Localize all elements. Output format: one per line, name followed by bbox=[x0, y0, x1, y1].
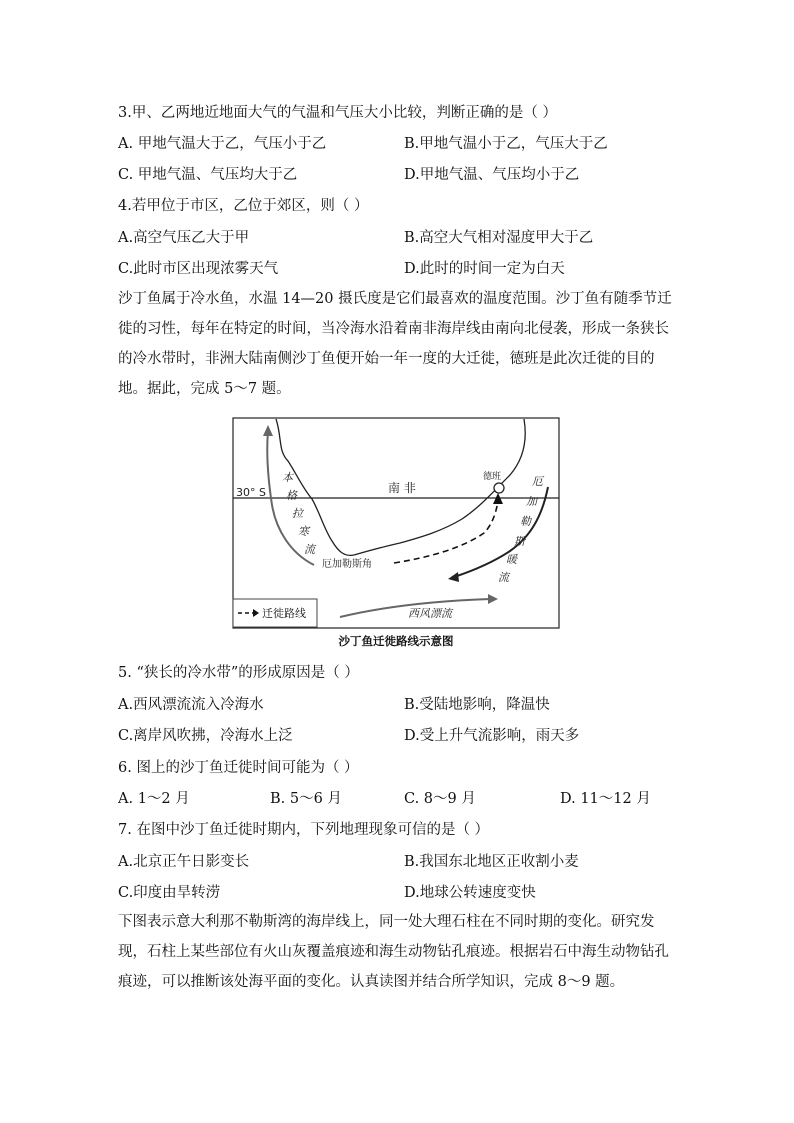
svg-text:本: 本 bbox=[282, 471, 293, 484]
q7-option-c: C.印度由旱转涝 bbox=[118, 885, 221, 901]
west-wind-drift-label: 西风漂流 bbox=[408, 607, 452, 620]
svg-text:加: 加 bbox=[526, 495, 537, 508]
durban-label: 德班 bbox=[483, 472, 502, 482]
south-africa-label: 南 非 bbox=[388, 481, 416, 495]
q3-option-c: C. 甲地气温、气压均大于乙 bbox=[118, 167, 298, 183]
q7-stem: 7. 在图中沙丁鱼迁徙时期内，下列地理现象可信的是（ ） bbox=[118, 822, 490, 838]
q6-option-d: D. 11～12 月 bbox=[560, 791, 651, 807]
latitude-label: 30° S bbox=[236, 486, 266, 499]
q4-option-c: C.此时市区出现浓雾天气 bbox=[118, 261, 279, 277]
q6-option-a: A. 1～2 月 bbox=[118, 791, 190, 807]
map-caption: 沙丁鱼迁徙路线示意图 bbox=[338, 634, 454, 648]
q3-option-b: B.甲地气温小于乙，气压大于乙 bbox=[404, 136, 608, 152]
q6-stem: 6. 图上的沙丁鱼迁徙时间可能为（ ） bbox=[118, 760, 359, 776]
svg-text:流: 流 bbox=[304, 543, 315, 556]
q5-option-d: D.受上升气流影响，雨天多 bbox=[404, 728, 580, 744]
legend-label: 迁徙路线 bbox=[262, 607, 306, 620]
q3-option-a: A. 甲地气温大于乙，气压小于乙 bbox=[118, 136, 327, 152]
q3-stem: 3.甲、乙两地近地面大气的气温和气压大小比较，判断正确的是（ ） bbox=[118, 105, 557, 121]
q4-option-b: B.高空大气相对湿度甲大于乙 bbox=[404, 230, 594, 246]
svg-text:寒: 寒 bbox=[298, 525, 309, 538]
svg-text:拉: 拉 bbox=[292, 507, 303, 520]
q5-stem: 5. “狭长的冷水带”的形成原因是（ ） bbox=[118, 665, 359, 681]
svg-text:斯: 斯 bbox=[514, 535, 525, 548]
svg-text:勒: 勒 bbox=[520, 515, 531, 528]
durban-marker bbox=[494, 483, 504, 493]
q7-option-a: A.北京正午日影变长 bbox=[118, 854, 250, 870]
svg-text:流: 流 bbox=[498, 571, 509, 584]
q6-option-c: C. 8～9 月 bbox=[404, 791, 476, 807]
sardine-migration-map bbox=[232, 417, 560, 653]
q4-option-a: A.高空气压乙大于甲 bbox=[118, 230, 250, 246]
q5-option-c: C.离岸风吹拂，冷海水上泛 bbox=[118, 728, 293, 744]
q5-option-a: A.西风漂流流入冷海水 bbox=[118, 697, 264, 713]
q7-option-b: B.我国东北地区正收割小麦 bbox=[404, 854, 579, 870]
q4-stem: 4.若甲位于市区，乙位于郊区，则（ ） bbox=[118, 198, 369, 214]
passage-naples: 下图表示意大利那不勒斯湾的海岸线上，同一处大理石柱在不同时期的变化。研究发现，石柱上某些部位有火山灰覆盖痕迹和海生动物钻孔痕迹。根据岩石中海生动物钻孔痕迹，可以推断该处海平面的变化。认真读图并结合所学知识，完成 8～9 题。 bbox=[118, 914, 669, 990]
q5-option-b: B.受陆地影响，降温快 bbox=[404, 697, 550, 713]
q4-option-d: D.此时的时间一定为白天 bbox=[404, 261, 565, 277]
q7-option-d: D.地球公转速度变快 bbox=[404, 885, 536, 901]
svg-text:暖: 暖 bbox=[506, 553, 517, 566]
svg-text:格: 格 bbox=[286, 489, 297, 502]
q3-option-d: D.甲地气温、气压均小于乙 bbox=[404, 167, 580, 183]
cape-agulhas-label: 厄加勒斯角 bbox=[322, 559, 372, 570]
svg-text:厄: 厄 bbox=[532, 475, 543, 488]
passage-sardine: 沙丁鱼属于冷水鱼，水温 14—20 摄氏度是它们最喜欢的温度范围。沙丁鱼有随季节迁徙的习性，每年在特定的时间，当冷海水沿着南非海岸线由南向北侵袭，形成一条狭长的冷水带时，非洲大陆南侧沙丁鱼便开始一年一度的大迁徙，德班是此次迁徙的目的地。据此，完成 5～7 题。 bbox=[118, 291, 672, 397]
q6-option-b: B. 5～6 月 bbox=[270, 791, 342, 807]
